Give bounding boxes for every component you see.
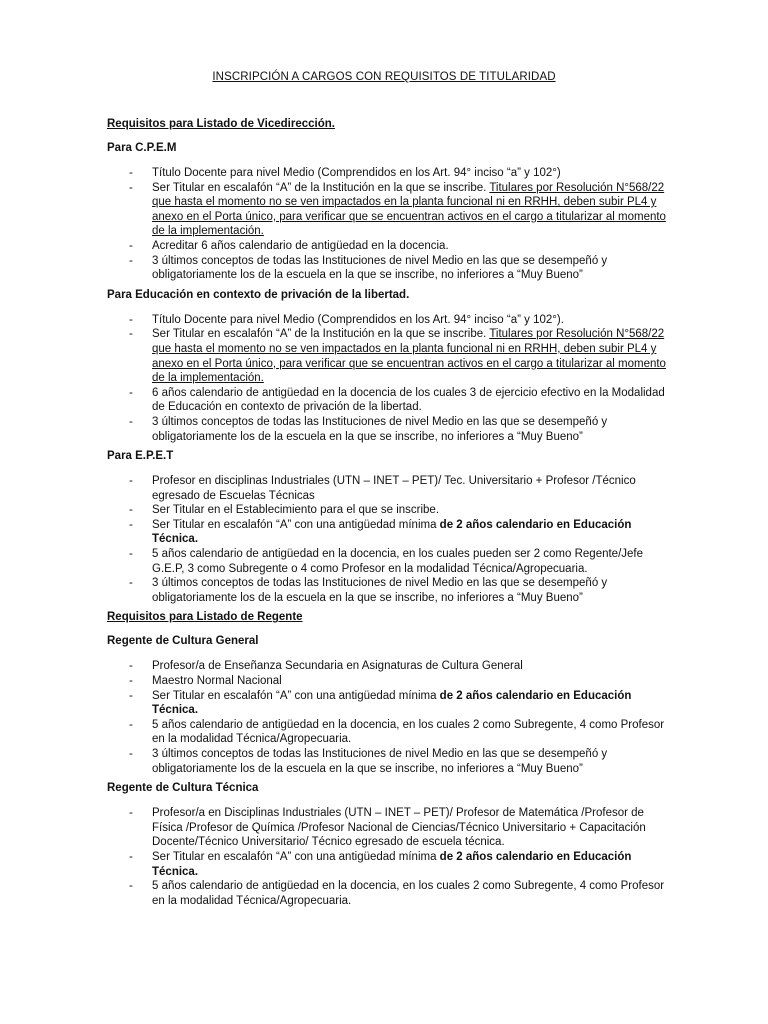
document-title: INSCRIPCIÓN A CARGOS CON REQUISITOS DE TITULARIDAD — [212, 71, 556, 83]
list-item: - Profesor/a en Disciplinas Industriales (UTN – INET – PET)/ Profesor de Matemática /Profesor de Física /Profesor de Química /Profesor Nacional de Ciencias/Técnico Universitario + Capacitación Docente/Técnico Universitario/ Técnico egresado de escuela técnica. — [129, 807, 646, 849]
list-item: - Ser Titular en escalafón “A” con una antigüedad mínima de 2 años calendario en Educación Técnica. — [129, 850, 632, 878]
list-item: - 6 años calendario de antigüedad en la docencia de los cuales 3 de ejercicio efectivo en la Modalidad de Educación en contexto de privación de la libertad. — [129, 386, 665, 414]
list-item: - 3 últimos conceptos de todas las Instituciones de nivel Medio en las que se desempeñó y obligatoriamente los de la escuela en la que se inscribe, no inferiores a “Muy Bueno” — [129, 748, 608, 775]
list-item: - 5 años calendario de antigüedad en la docencia, en los cuales 2 como Subregente, 4 como Profesor en la modalidad Técnica/Agropecuaria. — [129, 718, 665, 746]
requirements-list-cultura-general — [107, 659, 667, 776]
list-item: - Acreditar 6 años calendario de antigüedad en la docencia. — [129, 239, 449, 252]
section-heading-regente: Requisitos para Listado de Regente — [107, 611, 303, 624]
subsection-heading-cultura-general: Regente de Cultura General — [107, 635, 259, 648]
list-item: - 5 años calendario de antigüedad en la docencia, en los cuales 2 como Subregente, 4 como Profesor en la modalidad Técnica/Agropecuaria. — [129, 880, 665, 907]
list-item: - Ser Titular en el Establecimiento para el que se inscribe. — [129, 504, 440, 517]
list-item: - Maestro Normal Nacional — [129, 675, 282, 688]
list-item: - Ser Titular en escalafón “A” de la Institución en la que se inscribe. Titulares por Resolución N°568/22 que hasta el momento no se ven impactados en la planta funcional ni en RRHH, deben subir PL4 y anexo en el Porta único, para verificar que se encuentran activos en el cargo a titularizar al momento de la implementación. — [129, 181, 666, 238]
subsection-heading-epet: Para E.P.E.T — [107, 450, 174, 463]
document-body — [107, 117, 667, 908]
requirements-list-epet — [107, 474, 667, 605]
list-item: - 5 años calendario de antigüedad en la docencia, en los cuales pueden ser 2 como Regente/Jefe G.E.P, 3 como Subregente o 4 como Profesor en la modalidad Técnica/Agropecuaria. — [129, 548, 644, 575]
list-item: - 3 últimos conceptos de todas las Instituciones de nivel Medio en las que se desempeñó y obligatoriamente los de la escuela en la que se inscribe, no inferiores a “Muy Bueno” — [129, 577, 608, 604]
list-item: - Título Docente para nivel Medio (Comprendidos en los Art. 94° inciso “a” y 102°) — [129, 167, 561, 179]
subsection-heading-cpem: Para C.P.E.M — [107, 142, 177, 154]
list-item: - 3 últimos conceptos de todas las Instituciones de nivel Medio en las que se desempeñó y obligatoriamente los de la escuela en la que se inscribe, no inferiores a “Muy Bueno” — [129, 254, 608, 282]
list-item: - Ser Titular en escalafón “A” con una antigüedad mínima de 2 años calendario en Educación Técnica. — [129, 689, 632, 717]
list-item: - 3 últimos conceptos de todas las Instituciones de nivel Medio en las que se desempeñó y obligatoriamente los de la escuela en la que se inscribe, no inferiores a “Muy Bueno” — [129, 415, 608, 443]
requirements-list-privacion — [107, 313, 667, 444]
list-item: - Profesor/a de Enseñanza Secundaria en Asignaturas de Cultura General — [129, 660, 523, 673]
subsection-heading-cultura-tecnica: Regente de Cultura Técnica — [107, 782, 259, 795]
requirements-list-cultura-tecnica — [107, 806, 667, 908]
list-item: - Título Docente para nivel Medio (Comprendidos en los Art. 94° inciso “a” y 102°). — [129, 313, 564, 326]
list-item: - Profesor en disciplinas Industriales (UTN – INET – PET)/ Tec. Universitario + Profesor /Técnico egresado de Escuelas Técnicas — [129, 475, 636, 502]
list-item: - Ser Titular en escalafón “A” de la Institución en la que se inscribe. Titulares por Resolución N°568/22 que hasta el momento no se ven impactados en la planta funcional ni en RRHH, deben subir PL4 y anexo en el Porta único, para verificar que se encuentran activos en el cargo a titularizar al momento de la implementación. — [129, 328, 666, 385]
section-heading-vicedireccion: Requisitos para Listado de Vicedirección. — [107, 118, 335, 130]
subsection-heading-privacion: Para Educación en contexto de privación de la libertad. — [107, 288, 410, 301]
requirements-list-cpem — [107, 166, 667, 283]
list-item: - Ser Titular en escalafón “A” con una antigüedad mínima de 2 años calendario en Educación Técnica. — [129, 518, 632, 546]
